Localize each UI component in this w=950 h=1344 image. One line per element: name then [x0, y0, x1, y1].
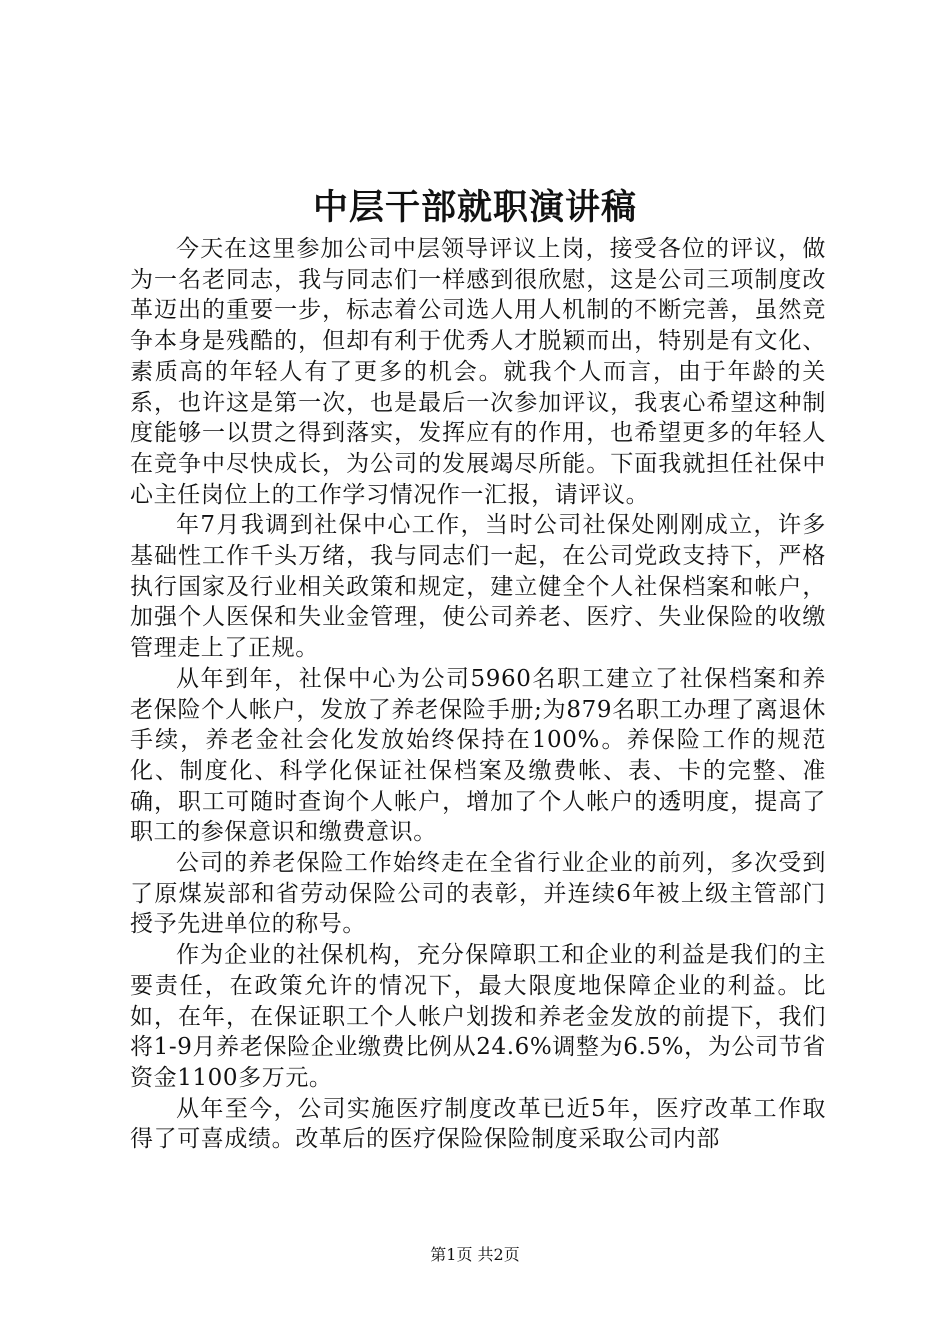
document-body [130, 234, 826, 1155]
paragraph-6: 从年至今，公司实施医疗制度改革已近5年，医疗改革工作取得了可喜成绩。改革后的医疗保险保险制度采取公司内部 [130, 1095, 826, 1153]
page-title: 中层干部就职演讲稿 [312, 187, 637, 228]
page-number-footer: 第1页 共2页 [430, 1245, 520, 1264]
paragraph-3: 从年到年，社保中心为公司5960名职工建立了社保档案和养老保险个人帐户，发放了养老保险手册;为879名职工办理了离退休手续，养老金社会化发放始终保持在100%。养保险工作的规范化、制度化、科学化保证社保档案及缴费帐、表、卡的完整、准确，职工可随时查询个人帐户，增加了个人帐户的透明度，提高了职工的参保意识和缴费意识。 [130, 665, 826, 846]
paragraph-4: 公司的养老保险工作始终走在全省行业企业的前列，多次受到了原煤炭部和省劳动保险公司的表彰，并连续6年被上级主管部门授予先进单位的称号。 [130, 850, 826, 938]
paragraph-1: 今天在这里参加公司中层领导评议上岗，接受各位的评议，做为一名老同志，我与同志们一样感到很欣慰，这是公司三项制度改革迈出的重要一步，标志着公司选人用人机制的不断完善，虽然竞争本身是残酷的，但却有利于优秀人才脱颖而出，特别是有文化、素质高的年轻人有了更多的机会。就我个人而言，由于年龄的关系，也许这是第一次，也是最后一次参加评议，我衷心希望这种制度能够一以贯之得到落实，发挥应有的作用，也希望更多的年轻人在竞争中尽快成长，为公司的发展竭尽所能。下面我就担任社保中心主任岗位上的工作学习情况作一汇报，请评议。 [130, 236, 826, 508]
paragraph-5: 作为企业的社保机构，充分保障职工和企业的利益是我们的主要责任，在政策允许的情况下，最大限度地保障企业的利益。比如，在年，在保证职工个人帐户划拨和养老金发放的前提下，我们将1-9月养老保险企业缴费比例从24.6%调整为6.5%，为公司节省资金1100多万元。 [130, 942, 826, 1091]
paragraph-2: 年7月我调到社保中心工作，当时公司社保处刚刚成立，许多基础性工作千头万绪，我与同志们一起，在公司党政支持下，严格执行国家及行业相关政策和规定，建立健全个人社保档案和帐户，加强个人医保和失业金管理，使公司养老、医疗、失业保险的收缴管理走上了正规。 [130, 512, 826, 662]
